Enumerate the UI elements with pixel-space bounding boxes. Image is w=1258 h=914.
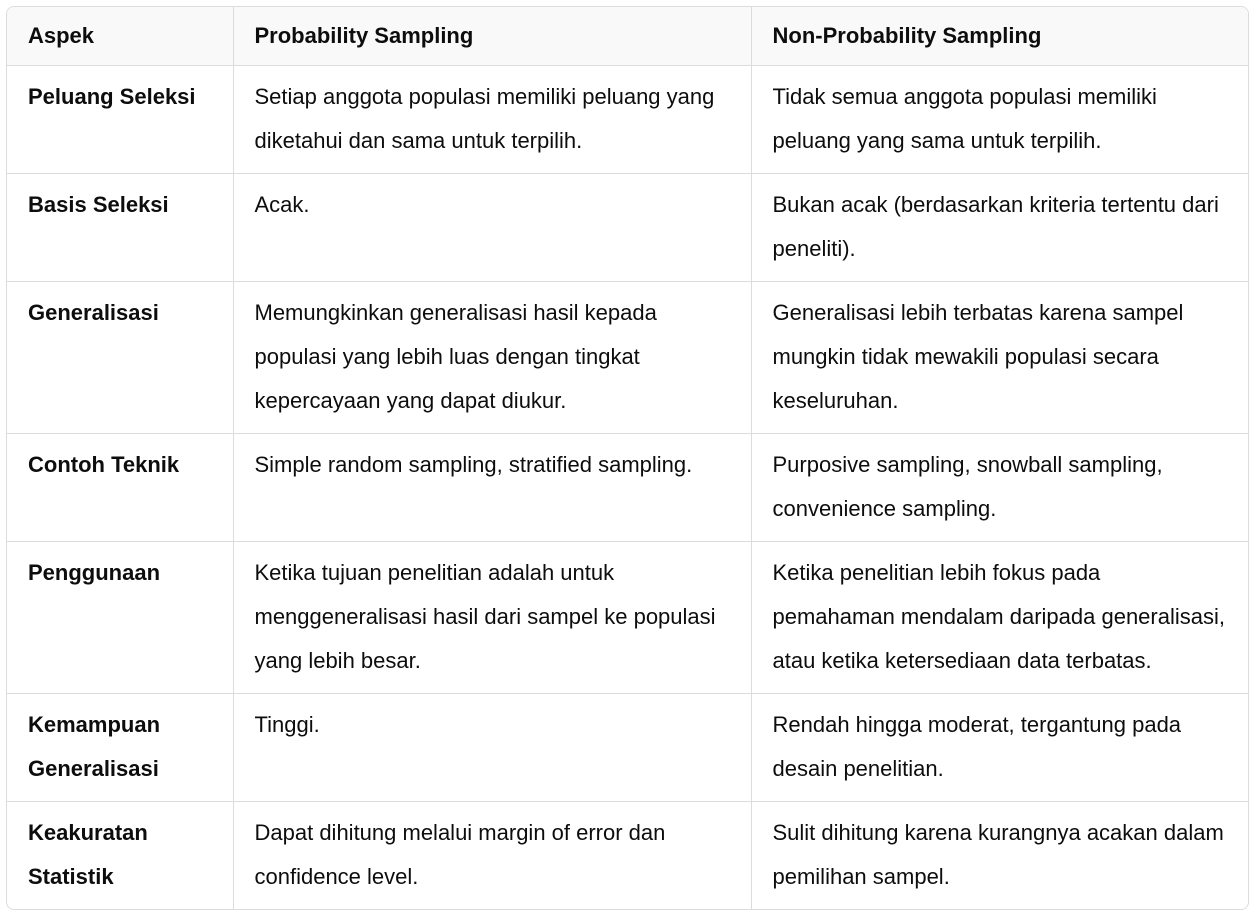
row-aspect-cell: Penggunaan	[7, 542, 233, 694]
comparison-table-container	[6, 6, 1249, 910]
table-body	[7, 66, 1248, 910]
header-non-probability-sampling: Non-Probability Sampling	[751, 7, 1248, 66]
table-header	[7, 7, 1248, 66]
header-aspek: Aspek	[7, 7, 233, 66]
row-probability-cell: Tinggi.	[233, 694, 751, 802]
row-probability-cell: Setiap anggota populasi memiliki peluang yang diketahui dan sama untuk terpilih.	[233, 66, 751, 174]
row-probability-cell: Memungkinkan generalisasi hasil kepada populasi yang lebih luas dengan tingkat kepercayaan yang dapat diukur.	[233, 282, 751, 434]
table-row	[7, 174, 1248, 282]
row-aspect-cell: Kemampuan Generalisasi	[7, 694, 233, 802]
row-non-probability-cell: Tidak semua anggota populasi memiliki peluang yang sama untuk terpilih.	[751, 66, 1248, 174]
table-row	[7, 66, 1248, 174]
table-row	[7, 802, 1248, 910]
table-row	[7, 694, 1248, 802]
row-non-probability-cell: Sulit dihitung karena kurangnya acakan dalam pemilihan sampel.	[772, 820, 1224, 889]
comparison-table	[7, 7, 1248, 909]
row-aspect-cell: Peluang Seleksi	[7, 66, 233, 174]
row-non-probability-cell: Bukan acak (berdasarkan kriteria tertentu dari peneliti).	[751, 174, 1248, 282]
row-non-probability-cell: Purposive sampling, snowball sampling, convenience sampling.	[751, 434, 1248, 542]
header-row	[7, 7, 1248, 66]
row-aspect-cell: Generalisasi	[7, 282, 233, 434]
table-row	[7, 434, 1248, 542]
row-probability-cell: Simple random sampling, stratified sampling.	[233, 434, 751, 542]
row-aspect-cell: Contoh Teknik	[7, 434, 233, 542]
row-probability-cell: Acak.	[233, 174, 751, 282]
row-probability-cell: Dapat dihitung melalui margin of error dan confidence level.	[233, 802, 751, 910]
row-non-probability-cell: Generalisasi lebih terbatas karena sampel mungkin tidak mewakili populasi secara keseluruhan.	[751, 282, 1248, 434]
row-aspect-cell: Basis Seleksi	[7, 174, 233, 282]
header-probability-sampling: Probability Sampling	[233, 7, 751, 66]
row-aspect-cell: Keakuratan Statistik	[7, 802, 233, 910]
row-probability-cell: Ketika tujuan penelitian adalah untuk menggeneralisasi hasil dari sampel ke populasi yang lebih besar.	[233, 542, 751, 694]
table-row	[7, 282, 1248, 434]
row-non-probability-cell: Rendah hingga moderat, tergantung pada desain penelitian.	[751, 694, 1248, 802]
table-row	[7, 542, 1248, 694]
row-non-probability-cell: Ketika penelitian lebih fokus pada pemahaman mendalam daripada generalisasi, atau ketika ketersediaan data terbatas.	[751, 542, 1248, 694]
